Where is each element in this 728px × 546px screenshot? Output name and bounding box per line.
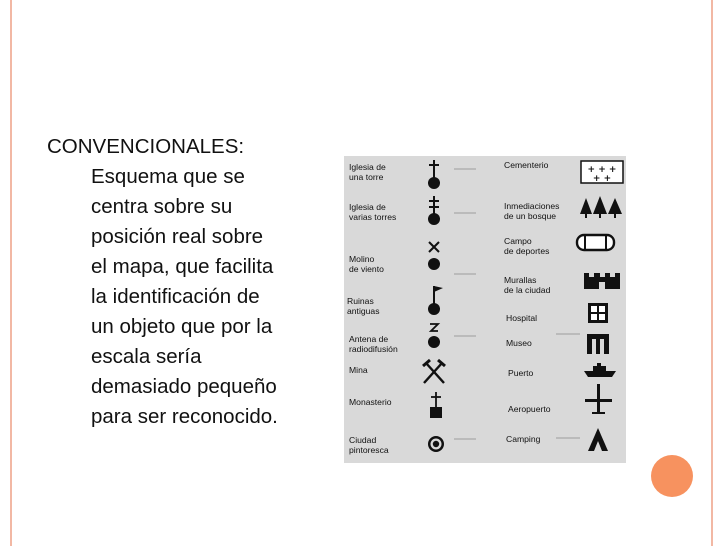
body-line: centra sobre su — [91, 195, 233, 218]
forest-icon — [580, 196, 622, 218]
port-ship-icon — [584, 363, 616, 377]
svg-text:+ +: + + — [592, 174, 612, 184]
legend-label: Inmediaciones de un bosque — [504, 201, 560, 221]
legend-label: Ruinas antiguas — [347, 296, 380, 316]
legend-label: Aeropuerto — [508, 404, 551, 414]
slide-text — [47, 132, 337, 432]
body-line: el mapa, que facilita — [91, 255, 274, 278]
windmill-icon — [428, 242, 440, 270]
map-symbols-legend — [344, 156, 626, 463]
legend-label: Mina — [349, 365, 368, 375]
body-line: Esquema que se — [91, 165, 245, 188]
monastery-icon — [430, 392, 442, 418]
ruins-flag-icon — [428, 286, 443, 315]
legend-label: Cementerio — [504, 160, 549, 170]
mine-hammers-icon — [423, 360, 445, 383]
legend-label: Molino de viento — [349, 254, 384, 274]
legend-label: Antena de radiodifusión — [349, 334, 398, 354]
body-line: posición real sobre — [91, 225, 264, 248]
city-walls-icon — [584, 273, 620, 289]
hospital-icon — [588, 303, 608, 323]
church-several-towers-icon — [428, 196, 440, 225]
legend-label: Museo — [506, 338, 532, 348]
sports-field-icon — [577, 235, 614, 250]
body-line: escala sería — [91, 345, 202, 368]
body-line: un objeto que por la — [91, 315, 273, 338]
legend-label: Puerto — [508, 368, 534, 378]
legend-label: Iglesia de varias torres — [349, 202, 397, 222]
church-one-tower-icon — [428, 160, 440, 189]
legend-label: Murallas de la ciudad — [504, 275, 551, 295]
legend-label: Monasterio — [349, 397, 392, 407]
slide-border-left — [10, 0, 12, 546]
slide-heading: CONVENCIONALES: — [47, 135, 245, 158]
legend-label: Iglesia de una torre — [349, 162, 386, 182]
svg-text:+ + +: + + + — [587, 165, 617, 175]
decorative-circle — [651, 455, 693, 497]
legend-label: Campo de deportes — [504, 236, 550, 256]
camping-tent-icon — [588, 428, 608, 451]
radio-antenna-icon — [428, 324, 440, 348]
body-line: para ser reconocido. — [91, 405, 278, 428]
museum-icon — [587, 334, 609, 354]
legend-label: Camping — [506, 434, 541, 444]
slide-border-right — [711, 0, 713, 546]
cemetery-icon — [581, 161, 623, 184]
legend-label: Hospital — [506, 313, 538, 323]
picturesque-city-icon — [428, 436, 444, 452]
airport-plane-icon — [585, 384, 612, 414]
body-line: demasiado pequeño — [91, 375, 277, 398]
body-line: la identificación de — [91, 285, 260, 308]
legend-label: Ciudad pintoresca — [349, 435, 389, 455]
